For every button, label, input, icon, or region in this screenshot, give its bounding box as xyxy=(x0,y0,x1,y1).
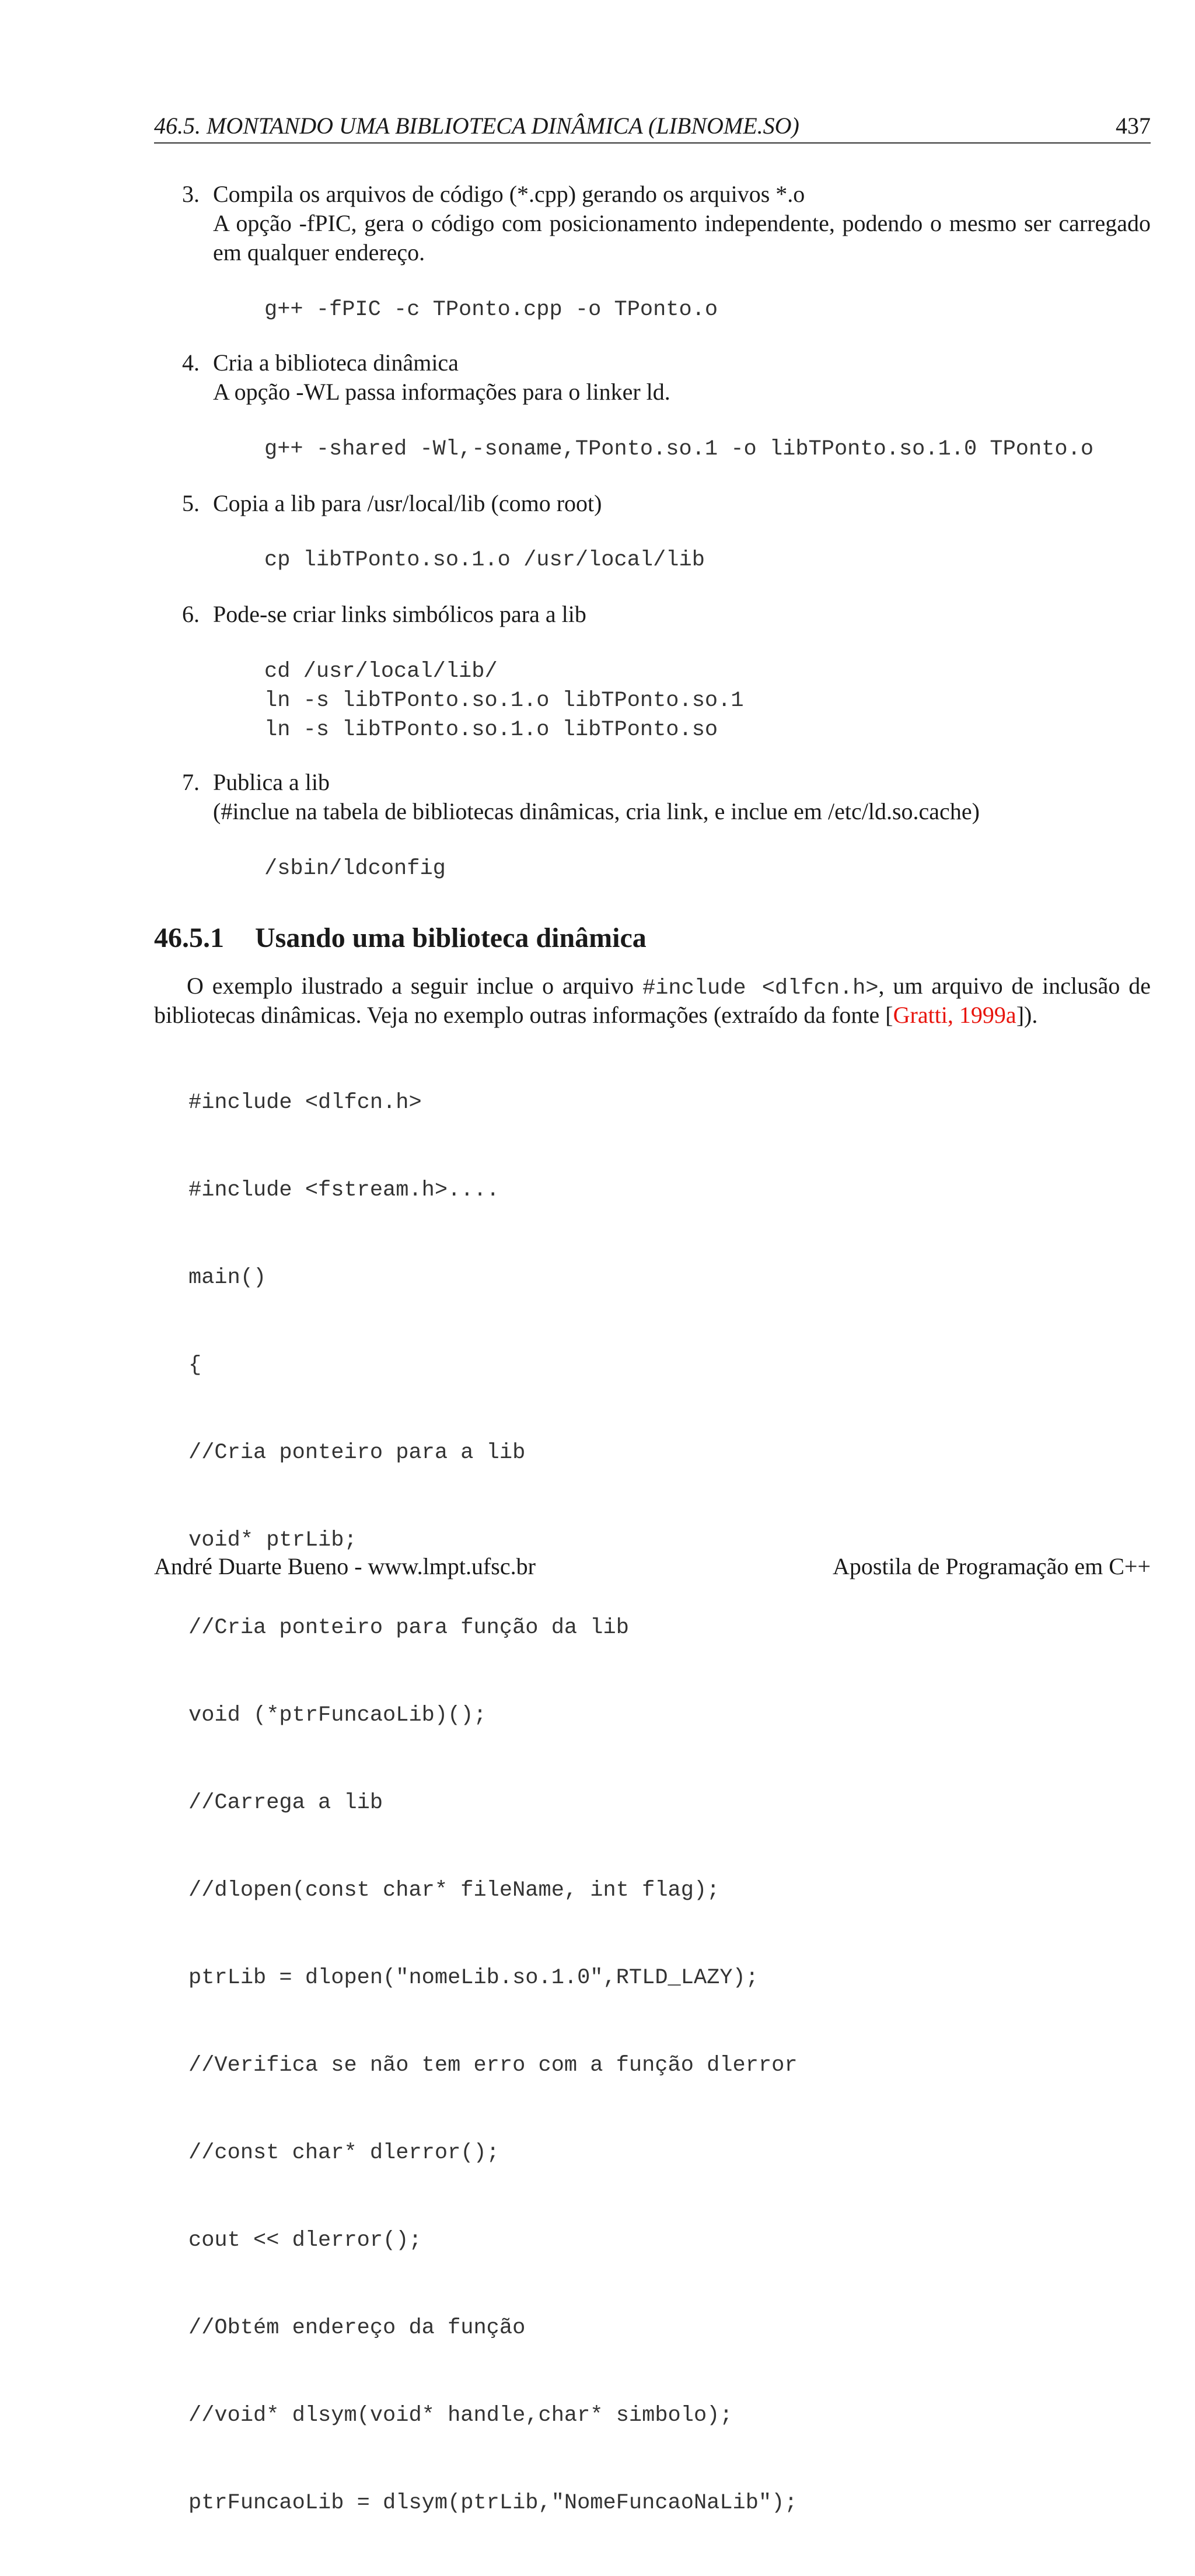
step-3-line-1: Compila os arquivos de código (*.cpp) gerando os arquivos *.o xyxy=(213,181,805,207)
code-line: //Carrega a lib xyxy=(188,1791,383,1815)
code-line: ptrLib = dlopen("nomeLib.so.1.0",RTLD_LAZY); xyxy=(188,1966,759,1990)
code-line: #include <dlfcn.h> xyxy=(188,1090,422,1115)
step-7-number: 7. xyxy=(182,769,200,795)
code-line: //Cria ponteiro para a lib xyxy=(188,1441,526,1465)
step-4-code: g++ -shared -Wl,-soname,TPonto.so.1 -o libTPonto.so.1.0 TPonto.o xyxy=(264,437,1094,462)
step-5-code: cp libTPonto.so.1.o /usr/local/lib xyxy=(264,548,705,572)
step-3-number: 3. xyxy=(182,181,200,207)
inline-code: #include <dlfcn.h> xyxy=(642,976,879,1001)
step-6-code-line-1: cd /usr/local/lib/ xyxy=(264,659,498,684)
step-6-line-1: Pode-se criar links simbólicos para a lib xyxy=(213,601,586,627)
code-line: cout << dlerror(); xyxy=(188,2228,422,2253)
code-line: //void* dlsym(void* handle,char* simbolo); xyxy=(188,2403,733,2428)
code-line: { xyxy=(188,1353,202,1378)
code-line: //const char* dlerror(); xyxy=(188,2141,499,2165)
section-heading xyxy=(154,921,647,956)
step-3-code: g++ -fPIC -c TPonto.cpp -o TPonto.o xyxy=(264,298,718,322)
step-5-number: 5. xyxy=(182,490,200,516)
step-4-line-2: A opção -WL passa informações para o linker ld. xyxy=(213,379,670,405)
intro-text: bibliotecas dinâmicas. Veja no exemplo outras informações (extraído da fonte [ xyxy=(154,1002,893,1028)
section-title: Usando uma biblioteca dinâmica xyxy=(255,922,647,953)
step-6-code-line-3: ln -s libTPonto.so.1.o libTPonto.so xyxy=(264,718,718,742)
code-example xyxy=(188,1030,798,2576)
step-4-line-1: Cria a biblioteca dinâmica xyxy=(213,349,459,376)
code-line: main() xyxy=(188,1266,267,1290)
running-header xyxy=(154,112,1151,144)
step-7-code: /sbin/ldconfig xyxy=(264,857,446,881)
intro-line-1 xyxy=(154,971,1151,1001)
intro-text: O exemplo ilustrado a seguir inclue o arquivo xyxy=(187,973,634,999)
step-6-code-line-2: ln -s libTPonto.so.1.o libTPonto.so.1 xyxy=(264,688,744,713)
code-line: //Obtém endereço da função xyxy=(188,2316,526,2340)
step-3-line-3: em qualquer endereço. xyxy=(213,239,425,265)
code-line: void (*ptrFuncaoLib)(); xyxy=(188,1703,487,1728)
step-3-line-2: A opção -fPIC, gera o código com posicionamento independente, podendo o mesmo ser carregado xyxy=(213,210,1151,236)
section-number: 46.5.1 xyxy=(154,922,224,953)
intro-line-2 xyxy=(154,1001,1151,1030)
code-line: //dlopen(const char* fileName, int flag); xyxy=(188,1878,720,1903)
code-line: //Cria ponteiro para função da lib xyxy=(188,1616,629,1640)
header-title: 46.5. MONTANDO UMA BIBLIOTECA DINÂMICA (LIBNOME.SO) xyxy=(154,113,799,139)
code-line: ptrFuncaoLib = dlsym(ptrLib,"NomeFuncaoNaLib"); xyxy=(188,2491,798,2515)
code-line: void* ptrLib; xyxy=(188,1528,357,1553)
step-5-line-1: Copia a lib para /usr/local/lib (como root) xyxy=(213,490,602,516)
code-line: #include <fstream.h>.... xyxy=(188,1178,499,1203)
intro-text: ]). xyxy=(1016,1002,1038,1028)
step-4-number: 4. xyxy=(182,349,200,376)
step-7-line-2: (#inclue na tabela de bibliotecas dinâmicas, cria link, e inclue em /etc/ld.so.cache) xyxy=(213,798,980,824)
step-6-number: 6. xyxy=(182,601,200,627)
intro-text: , um arquivo de inclusão de xyxy=(878,973,1151,999)
code-line: //Verifica se não tem erro com a função dlerror xyxy=(188,2053,798,2078)
citation-link[interactable]: Gratti, 1999a xyxy=(893,1002,1016,1028)
page-number: 437 xyxy=(1116,113,1151,139)
step-7-line-1: Publica a lib xyxy=(213,769,330,795)
footer-author: André Duarte Bueno - www.lmpt.ufsc.br xyxy=(154,1553,536,1579)
section-intro-paragraph xyxy=(154,971,1151,1030)
footer-book-title: Apostila de Programação em C++ xyxy=(833,1553,1151,1579)
